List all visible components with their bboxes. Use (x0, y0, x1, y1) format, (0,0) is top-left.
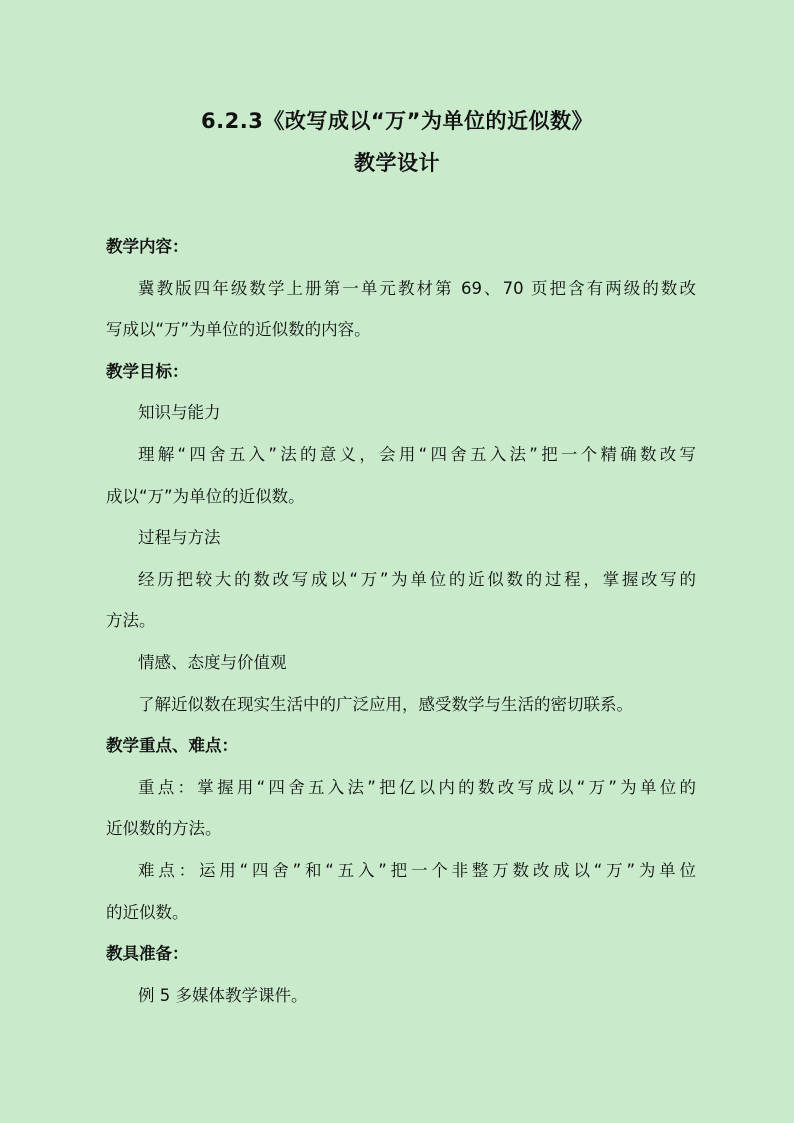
paragraph-line: 经历把较大的数改写成以“万”为单位的近似数的过程，掌握改写的 (138, 569, 696, 589)
paragraph-line: 成以“万”为单位的近似数。 (106, 486, 305, 506)
section-heading-content: 教学内容： (106, 237, 189, 256)
document-subtitle: 教学设计 (354, 151, 440, 175)
paragraph-line: 冀教版四年级数学上册第一单元教材第 69、70 页把含有两级的数改 (138, 278, 696, 298)
paragraph-line: 写成以“万”为单位的近似数的内容。 (106, 320, 371, 340)
paragraph-line: 理解“四舍五入”法的意义，会用“四舍五入法”把一个精确数改写 (138, 444, 696, 464)
section-heading-tools: 教具准备： (106, 944, 189, 964)
subheading-knowledge: 知识与能力 (138, 403, 221, 423)
subheading-attitude: 情感、态度与价值观 (138, 652, 287, 672)
paragraph-line: 近似数的方法。 (106, 819, 222, 839)
paragraph-line: 重点：掌握用“四舍五入法”把亿以内的数改写成以“万”为单位的 (138, 777, 696, 797)
section-heading-focus: 教学重点、难点： (106, 736, 238, 756)
paragraph-line: 的近似数。 (106, 902, 189, 922)
paragraph-line: 难点：运用“四舍”和“五入”把一个非整万数改成以“万”为单位 (138, 860, 696, 880)
document-body (106, 226, 696, 1016)
paragraph-line: 方法。 (106, 611, 156, 631)
document-title: 6.2.3《改写成以“万”为单位的近似数》 (201, 109, 593, 133)
paragraph-line: 例 5 多媒体教学课件。 (138, 985, 308, 1005)
section-heading-goals: 教学目标： (106, 361, 189, 381)
paragraph-line: 了解近似数在现实生活中的广泛应用，感受数学与生活的密切联系。 (138, 694, 633, 714)
subheading-process: 过程与方法 (138, 528, 221, 548)
